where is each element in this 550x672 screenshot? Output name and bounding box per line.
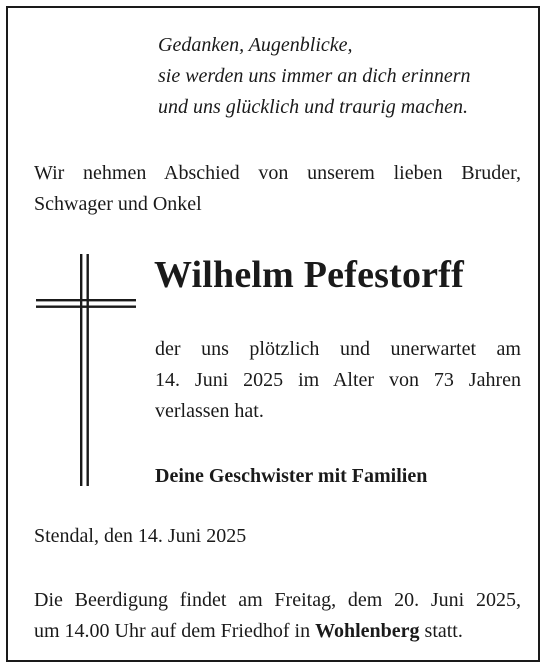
intro-line-1: Wir nehmen Abschied von unserem lieben Bruder, — [34, 162, 521, 184]
funeral-line-2 — [34, 616, 521, 647]
funeral-place: Wohlenberg — [315, 620, 420, 642]
poem-line-1: Gedanken, Augenblicke, — [158, 34, 353, 56]
poem-line-2: sie werden uns immer an dich erinnern — [158, 65, 471, 87]
poem — [158, 30, 528, 123]
message-line-2: 14. Juni 2025 im Alter von 73 Jahren — [155, 369, 521, 391]
funeral-line-1: Die Beerdigung findet am Freitag, dem 20. Juni 2025, — [34, 589, 521, 611]
place-date: Stendal, den 14. Juni 2025 — [34, 525, 247, 547]
obituary-card — [6, 6, 540, 662]
funeral-line-2-prefix: um 14.00 Uhr auf dem Friedhof in — [34, 620, 316, 642]
double-line-cross-icon — [36, 254, 136, 486]
message-line-1: der uns plötzlich und unerwartet am — [155, 338, 521, 360]
message-line-3: verlassen hat. — [155, 400, 264, 422]
funeral-notice — [34, 585, 521, 647]
poem-line-3: und uns glücklich und traurig machen. — [158, 96, 468, 118]
deceased-name: Wilhelm Pefestorff — [154, 254, 464, 296]
funeral-line-2-suffix: statt. — [419, 620, 463, 642]
message-text — [155, 334, 521, 427]
family-signature: Deine Geschwister mit Familien — [155, 465, 428, 487]
intro-text — [34, 158, 521, 220]
intro-line-2: Schwager und Onkel — [34, 193, 202, 215]
